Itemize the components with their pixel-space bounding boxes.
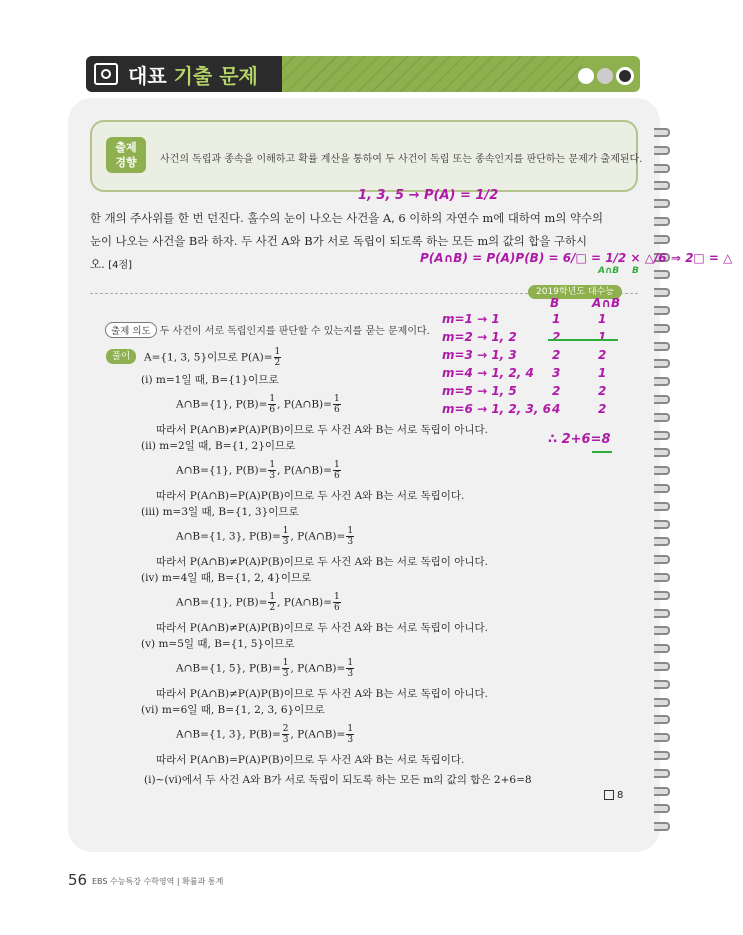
handwritten-note: B [550,296,560,310]
handwritten-ab-count: 1 [598,312,607,326]
spiral-ring [654,804,670,813]
fraction [268,592,276,613]
spiral-ring [654,377,670,386]
spiral-ring [654,662,670,671]
fraction-num: 1 [269,592,276,602]
banner-title-plain: 대표 [128,64,167,88]
handwritten-note: P(A∩B) = P(A)P(B) = 6/□ = 1/2 × △/6 ⇒ 2□ = △ [420,251,733,265]
dot-icon [578,68,594,84]
spiral-ring [654,306,670,315]
points-label: [4점] [108,260,133,271]
fraction-den: 3 [282,669,289,679]
handwritten-underline [548,339,618,341]
handwritten-underline [592,451,612,453]
fraction-num: 1 [269,394,276,404]
spiral-ring [654,537,670,546]
handwritten-ab-count: 2 [598,348,607,362]
handwritten-note: ∴ 2+6=8 [548,432,611,447]
handwritten-ab-count: 2 [598,384,607,398]
spiral-ring [654,573,670,582]
spiral-ring [654,626,670,635]
spiral-ring [654,769,670,778]
case-conclusion: 따라서 P(A∩B)≠P(A)P(B)이므로 두 사건 A와 B는 서로 독립이 아니다. [156,556,489,568]
handwritten-row-label: m=2 → 1, 2 [442,330,517,344]
fraction-num: 1 [333,394,340,404]
camera-icon [94,63,118,85]
fraction-den: 6 [333,405,340,415]
handwritten-row-label: m=6 → 1, 2, 3, 6 [442,402,551,416]
spiral-ring [654,235,670,244]
case-eq-text: A∩B={1, 3}, P(B)= [176,530,281,543]
case-equation [176,526,355,547]
case-heading: (ⅴ) m=5일 때, B={1, 5}이므로 [141,638,295,650]
case-equation [176,658,355,679]
spiral-ring [654,787,670,796]
case-conclusion: 따라서 P(A∩B)≠P(A)P(B)이므로 두 사건 A와 B는 서로 독립이 아니다. [156,424,489,436]
fraction [346,658,354,679]
case-eq-text: A∩B={1, 3}, P(B)= [176,728,281,741]
fraction-den: 6 [269,405,276,415]
fraction-num: 1 [347,526,354,536]
fraction-num: 1 [282,526,289,536]
handwritten-b-count: 2 [552,330,561,344]
case-equation [176,394,342,415]
intent-line [105,322,430,338]
fraction-num: 1 [282,658,289,668]
fraction [282,526,290,547]
spiral-ring [654,733,670,742]
banner-dots [578,65,637,85]
fraction-den: 3 [282,537,289,547]
exam-tag: 2019학년도 대수능 [528,285,622,299]
spiral-ring [654,555,670,564]
handwritten-note: A∩B [592,296,621,310]
spiral-ring [654,431,670,440]
fraction [282,724,290,745]
case-heading: (ⅲ) m=3일 때, B={1, 3}이므로 [141,506,299,518]
case-conclusion: 따라서 P(A∩B)=P(A)P(B)이므로 두 사건 A와 B는 서로 독립이다. [156,490,465,502]
intent-text: 두 사건이 서로 독립인지를 판단할 수 있는지를 묻는 문제이다. [159,326,430,337]
case-equation [176,724,355,745]
spiral-ring [654,448,670,457]
fraction-num: 1 [333,592,340,602]
fraction-num: 1 [347,724,354,734]
fraction-num: 1 [347,658,354,668]
trend-badge-line2: 경향 [115,156,137,169]
fraction [333,394,341,415]
spiral-ring [654,413,670,422]
handwritten-ab-count: 1 [598,330,607,344]
fraction-num: 1 [333,460,340,470]
case-eq-text: A∩B={1, 5}, P(B)= [176,662,281,675]
problem-line-end: 오. [90,257,105,271]
case-heading: (ⅰ) m=1일 때, B={1}이므로 [141,374,279,386]
fraction [333,460,341,481]
dot-icon [597,68,613,84]
problem-line: 한 개의 주사위를 한 번 던진다. 홀수의 눈이 나오는 사건을 A, 6 이하의 자연수 m에 대하여 m의 약수의 [90,211,603,225]
spiral-ring [654,698,670,707]
spiral-ring [654,644,670,653]
fraction [282,658,290,679]
intent-tag: 출제 의도 [105,322,157,338]
case-eq-mid: , P(A∩B)= [290,662,346,675]
handwritten-b-count: 2 [552,384,561,398]
handwritten-row-label: m=1 → 1 [442,312,500,326]
spiral-ring [654,342,670,351]
fraction-num: 1 [269,460,276,470]
fraction: $\frac{1}{2}$ [274,347,281,368]
spiral-ring [654,715,670,724]
fraction-den: 3 [347,735,354,745]
spiral-ring [654,395,670,404]
fraction-den: 2 [269,603,276,613]
case-eq-mid: , P(A∩B)= [277,398,332,411]
dot-icon [616,67,634,85]
handwritten-row-label: m=5 → 1, 5 [442,384,517,398]
handwritten-note: 1, 3, 5 → P(A) = 1/2 [358,188,499,203]
spiral-ring [654,502,670,511]
spiral-ring [654,324,670,333]
case-heading: (ⅳ) m=4일 때, B={1, 2, 4}이므로 [141,572,312,584]
trend-badge-line1: 출제 [115,141,137,154]
spiral-ring [654,591,670,600]
spiral-binding [654,128,674,848]
page-number: 56 [68,871,88,889]
fraction-num: 2 [282,724,289,734]
handwritten-row-label: m=3 → 1, 3 [442,348,517,362]
banner-title [128,60,258,89]
case-eq-mid: , P(A∩B)= [290,530,346,543]
case-conclusion: 따라서 P(A∩B)=P(A)P(B)이므로 두 사건 A와 B는 서로 독립이다. [156,754,465,766]
solution-first-line [144,347,282,368]
solution-first-text: A={1, 3, 5}이므로 P(A)= [144,351,273,364]
handwritten-note: B [632,266,639,276]
case-eq-text: A∩B={1}, P(B)= [176,596,268,609]
spiral-ring [654,164,670,173]
spiral-ring [654,146,670,155]
case-conclusion: 따라서 P(A∩B)≠P(A)P(B)이므로 두 사건 A와 B는 서로 독립이 아니다. [156,688,489,700]
spiral-ring [654,359,670,368]
trend-text: 사건의 독립과 종속을 이해하고 확률 계산을 통하여 두 사건이 독립 또는 종속인지를 판단하는 문제가 출제된다. [160,154,643,165]
spiral-ring [654,199,670,208]
case-equation [176,592,342,613]
case-heading: (ⅱ) m=2일 때, B={1, 2}이므로 [141,440,296,452]
handwritten-b-count: 2 [552,348,561,362]
fraction [346,724,354,745]
fraction-den: 6 [333,471,340,481]
spiral-ring [654,609,670,618]
spiral-ring [654,751,670,760]
fraction-den: 3 [282,735,289,745]
banner-zigzag-pattern [282,56,582,92]
case-eq-text: A∩B={1}, P(B)= [176,398,268,411]
answer-value: 8 [617,790,624,801]
case-eq-mid: , P(A∩B)= [290,728,346,741]
fraction-den: 6 [333,603,340,613]
handwritten-b-count: 1 [552,312,561,326]
spiral-ring [654,217,670,226]
solution-final: (ⅰ)~(ⅵ)에서 두 사건 A와 B가 서로 독립이 되도록 하는 모든 m의 값의 합은 2+6=8 [144,774,532,786]
fraction-den: 3 [269,471,276,481]
fraction [333,592,341,613]
handwritten-row-label: m=4 → 1, 2, 4 [442,366,534,380]
spiral-ring [654,288,670,297]
case-heading: (ⅵ) m=6일 때, B={1, 2, 3, 6}이므로 [141,704,325,716]
fraction [268,394,276,415]
solution-badge: 풀이 [106,349,136,364]
spiral-ring [654,466,670,475]
trend-badge [106,137,146,173]
fraction-den: 3 [347,669,354,679]
case-conclusion: 따라서 P(A∩B)≠P(A)P(B)이므로 두 사건 A와 B는 서로 독립이 아니다. [156,622,489,634]
answer [604,790,623,801]
spiral-ring [654,128,670,137]
fraction [268,460,276,481]
fraction [346,526,354,547]
problem-line: 눈이 나오는 사건을 B라 하자. 두 사건 A와 B가 서로 독립이 되도록 하는 모든 m의 값의 합을 구하시 [90,234,588,248]
case-eq-mid: , P(A∩B)= [277,596,332,609]
footer-text: EBS 수능특강 수학영역 | 확률과 통계 [92,877,224,886]
spiral-ring [654,270,670,279]
handwritten-note: A∩B [598,266,620,276]
answer-icon [604,790,614,800]
case-eq-mid: , P(A∩B)= [277,464,332,477]
handwritten-ab-count: 2 [598,402,607,416]
problem-text [90,207,630,277]
handwritten-ab-count: 1 [598,366,607,380]
spiral-ring [654,520,670,529]
banner-title-accent: 기출 문제 [173,64,258,88]
spiral-ring [654,484,670,493]
case-equation [176,460,342,481]
spiral-ring [654,181,670,190]
case-eq-text: A∩B={1}, P(B)= [176,464,268,477]
spiral-ring [654,822,670,831]
handwritten-b-count: 4 [552,402,561,416]
handwritten-b-count: 3 [552,366,561,380]
spiral-ring [654,680,670,689]
fraction-den: 3 [347,537,354,547]
